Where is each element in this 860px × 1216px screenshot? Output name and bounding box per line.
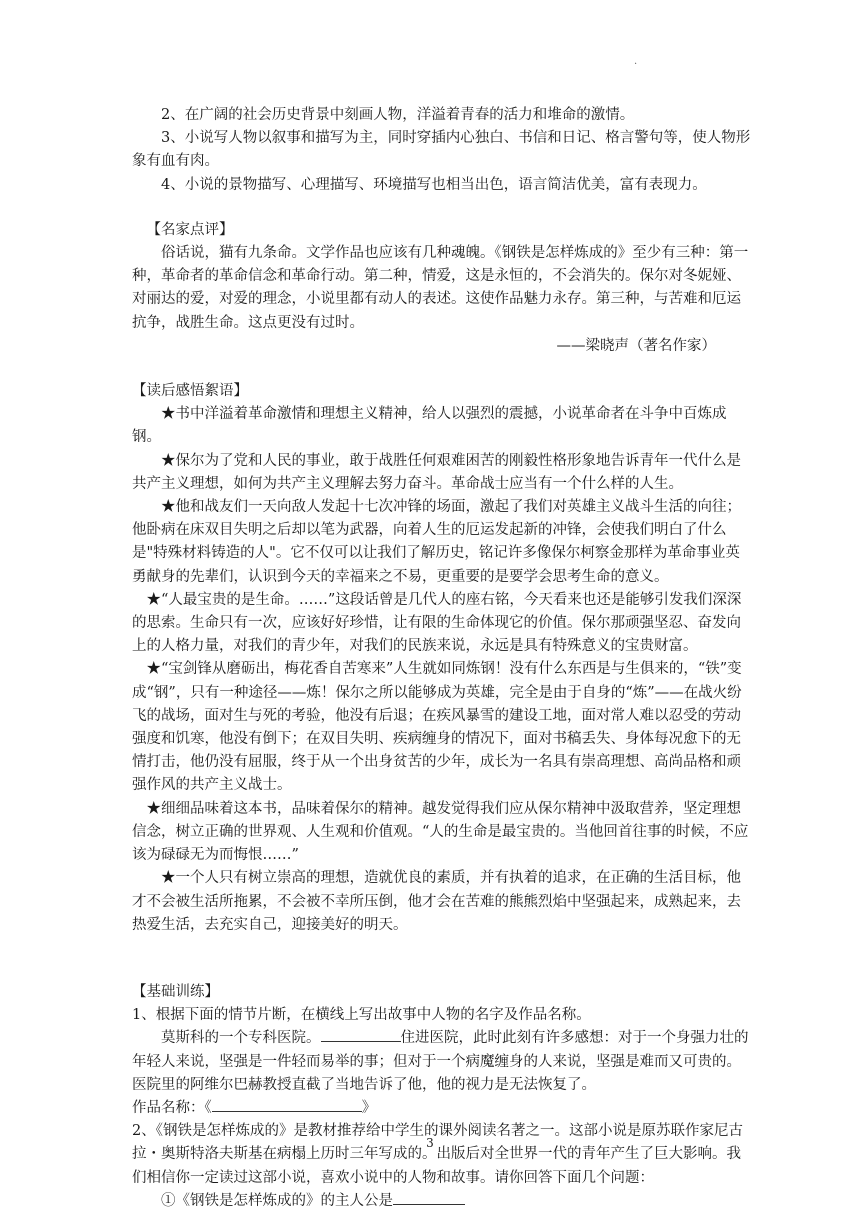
header-mark: . xyxy=(634,56,638,67)
reflections-section xyxy=(132,380,752,937)
question-1-passage-rest: 住进医院，此时此刻有许多感想：对于一个身强力壮的年轻人来说，坚强是一件轻而易举的事；但对于一个病魔缠身的人来说，坚强是难而又可贵的。医院里的阿维尔巴赫教授直截了当地告诉了他，他的视力是无法恢复了。 xyxy=(132,1030,749,1093)
review-text: 俗话说，猫有九条命。文学作品也应该有几种魂魄。《钢铁是怎样炼成的》至少有三种：第一种，革命者的革命信念和革命行动。第二种，情爱，这是永恒的，不会消失的。保尔对冬妮娅、对丽达的爱，对爱的理念，小说里都有动人的表述。这使作品魅力永存。第三种，与苦难和厄运抗争，战胜生命。这点更没有过时。 xyxy=(132,245,749,331)
question-2-text: 2、《钢铁是怎样炼成的》是教材推荐给中学生的课外阅读名著之一。这部小说是原苏联作家尼古拉・奥斯特洛夫斯基在病榻上历时三年写成的。出版后对全世界一代的青年产生了巨大影响。我们相信你一定读过这部小说，喜欢小说中的人物和故事。请你回答下面几个问题： xyxy=(132,1123,743,1186)
work-name-line xyxy=(132,1097,752,1120)
work-name-blank[interactable] xyxy=(212,1097,362,1112)
reflection-item: ★保尔为了党和人民的事业，敢于战胜任何艰难困苦的刚毅性格形象地告诉青年一代什么是共产主义理想，如何为共产主义理解去努力奋斗。革命战士应当有一个什么样的人生。 xyxy=(132,452,741,492)
name-blank[interactable] xyxy=(321,1027,401,1042)
question-1-passage xyxy=(132,1027,752,1097)
reflection-item: ★细细品味着这本书，品味着保尔的精神。越发觉得我们应从保尔精神中汲取营养，坚定理想信念，树立正确的世界观、人生观和价值观。“人的生命是最宝贵的。当他回首往事的时候，不应该为碌碌无为而悔恨……” xyxy=(132,800,749,864)
reflection-item: ★“宝剑锋从磨砺出，梅花香自苦寒来”人生就如同炼钢！没有什么东西是与生俱来的，“铁”变成“钢”，只有一种途径——炼！保尔之所以能够成为英雄，完全是由于自身的“炼”——在战火纷飞的战场，面对生与死的考验，他没有后退；在疾风暴雪的建设工地，面对常人难以忍受的劳动强度和饥寒，他没有倒下；在双目失明、疾病缠身的情况下，面对书稿丢失、身体每况愈下的无情打击，他仍没有屈服，终于从一个出身贫苦的少年，成长为一名具有崇高理想、高尚品格和顽强作风的共产主义战士。 xyxy=(132,661,742,794)
exercises-heading: 【基础训练】 xyxy=(132,983,219,1000)
reflection-item: ★书中洋溢着革命激情和理想主义精神，给人以强烈的震撼，小说革命者在斗争中百炼成钢。 xyxy=(132,406,727,446)
features-section xyxy=(132,104,752,197)
reflection-item: ★他和战友们一天向敌人发起十七次冲锋的场面，激起了我们对英雄主义战斗生活的向往；他卧病在床双目失明之后却以笔为武器，向着人生的厄运发起新的冲锋，会使我们明白了什么是"特殊材料铸造的人"。它不仅可以让我们了解历史，铭记许多像保尔柯察金那样为革命事业英勇献身的先辈们，认识到今天的幸福来之不易，更重要的是要学会思考生命的意义。 xyxy=(132,499,741,585)
question-2-sub-1-text: ①《钢铁是怎样炼成的》的主人公是 xyxy=(161,1192,393,1209)
review-section xyxy=(132,219,752,358)
review-attribution: ——梁晓声（著名作家） xyxy=(556,337,716,354)
question-2-sub-1 xyxy=(132,1190,752,1213)
work-name-label: 作品名称：《 xyxy=(132,1099,212,1116)
question-1-prompt: 1、根据下面的情节片断，在横线上写出故事中人物的名字及作品名称。 xyxy=(132,1007,591,1024)
exercises-section xyxy=(132,981,752,1213)
review-heading: 【名家点评】 xyxy=(146,221,234,238)
work-name-close: 》 xyxy=(361,1099,377,1116)
feature-item: 4、小说的景物描写、心理描写、环境描写也相当出色，语言简洁优美，富有表现力。 xyxy=(161,176,707,193)
feature-item: 3、小说写人物以叙事和描写为主，同时穿插内心独白、书信和日记、格言警句等，使人物形象有血有肉。 xyxy=(132,130,751,170)
page-content xyxy=(132,104,752,1213)
reflection-item: ★“人最宝贵的是生命。……”这段话曾是几代人的座右铭，今天看来也还是能够引发我们深深的思索。生命只有一次，应该好好珍惜，让有限的生命体现它的价值。保尔那顽强坚忍、奋发向上的人格力量，对我们的青少年，对我们的民族来说，永远是具有特殊意义的宝贵财富。 xyxy=(132,591,742,655)
question-1-passage-start: 莫斯科的一个专科医院。 xyxy=(161,1030,321,1047)
reflections-heading: 【读后感悟絮语】 xyxy=(132,383,248,400)
protagonist-blank[interactable] xyxy=(393,1190,465,1205)
page-number: 3 xyxy=(426,1136,434,1150)
reflection-item: ★一个人只有树立崇高的理想，造就优良的素质，并有执着的追求，在正确的生活目标，他才不会被生活所拖累，不会被不幸所压倒，他才会在苦难的熊熊烈焰中坚强起来，成熟起来，去热爱生活，去充实自己，迎接美好的明天。 xyxy=(132,870,741,933)
feature-item: 2、在广阔的社会历史背景中刻画人物，洋溢着青春的活力和堆命的激情。 xyxy=(161,107,635,123)
